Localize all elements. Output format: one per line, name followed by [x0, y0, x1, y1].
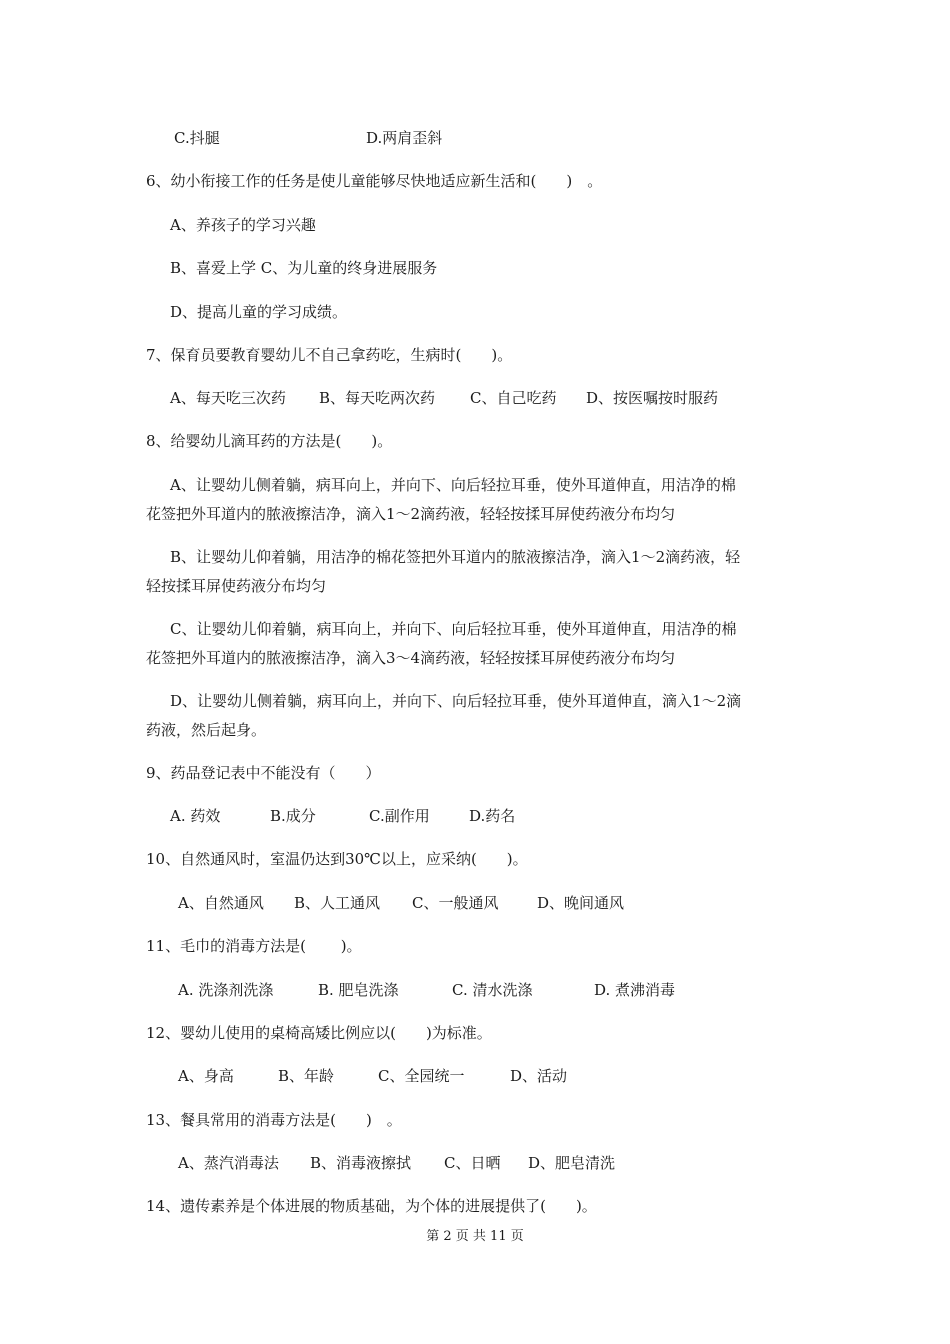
q5-option-d: D.两肩歪斜 — [366, 129, 443, 147]
q8-stem: 8、给婴幼儿滴耳药的方法是( )。 — [146, 432, 393, 450]
q8-option-d-line1: D、让婴幼儿侧着躺，病耳向上，并向下、向后轻拉耳垂，使外耳道伸直，滴入1～2滴 — [170, 692, 742, 710]
q12-option-a: A、身高 — [178, 1067, 234, 1085]
q12-option-c: C、全园统一 — [378, 1067, 465, 1085]
q10-option-b: B、人工通风 — [294, 894, 381, 912]
q6-option-a: A、养孩子的学习兴趣 — [170, 216, 316, 234]
q10-option-a: A、自然通风 — [178, 894, 264, 912]
q7-stem: 7、保育员要教育婴幼儿不自己拿药吃，生病时( )。 — [146, 346, 513, 364]
q9-option-c: C.副作用 — [369, 807, 430, 825]
q13-option-b: B、消毒液擦拭 — [310, 1154, 412, 1172]
q7-option-d: D、按医嘱按时服药 — [586, 389, 719, 407]
q9-option-d: D.药名 — [469, 807, 516, 825]
q9-stem: 9、药品登记表中不能没有（ ） — [146, 764, 381, 782]
q11-option-c: C. 清水洗涤 — [452, 981, 533, 999]
q11-option-a: A. 洗涤剂洗涤 — [178, 981, 274, 999]
q6-stem: 6、幼小衔接工作的任务是使儿童能够尽快地适应新生活和( ) 。 — [146, 172, 603, 190]
q11-option-d: D. 煮沸消毒 — [594, 981, 676, 999]
q12-stem: 12、婴幼儿使用的桌椅高矮比例应以( )为标准。 — [146, 1024, 492, 1042]
q8-option-c-line1: C、让婴幼儿仰着躺，病耳向上，并向下、向后轻拉耳垂，使外耳道伸直，用洁净的棉 — [170, 620, 737, 638]
q9-option-b: B.成分 — [270, 807, 316, 825]
q12-option-d: D、活动 — [510, 1067, 568, 1085]
q13-stem: 13、餐具常用的消毒方法是( ) 。 — [146, 1111, 402, 1129]
q7-option-c: C、自己吃药 — [470, 389, 557, 407]
q13-option-a: A、蒸汽消毒法 — [178, 1154, 279, 1172]
q8-option-b-line1: B、让婴幼儿仰着躺，用洁净的棉花签把外耳道内的脓液擦洁净，滴入1～2滴药液，轻 — [170, 548, 741, 566]
q8-option-b-line2: 轻按揉耳屏使药液分布均匀 — [146, 577, 327, 595]
q8-option-d-line2: 药液，然后起身。 — [146, 721, 267, 739]
q7-option-a: A、每天吃三次药 — [170, 389, 286, 407]
q6-option-bc: B、喜爱上学 C、为儿童的终身进展服务 — [170, 259, 438, 277]
q11-stem: 11、毛巾的消毒方法是( )。 — [146, 937, 362, 955]
q13-option-c: C、日晒 — [444, 1154, 501, 1172]
q5-option-c: C.抖腿 — [174, 129, 220, 147]
q14-stem: 14、遗传素养是个体进展的物质基础，为个体的进展提供了( )。 — [146, 1197, 597, 1215]
page-footer: 第 2 页 共 11 页 — [426, 1229, 524, 1244]
q8-option-a-line1: A、让婴幼儿侧着躺，病耳向上，并向下、向后轻拉耳垂，使外耳道伸直，用洁净的棉 — [170, 476, 736, 494]
q10-option-d: D、晚间通风 — [537, 894, 625, 912]
q8-option-c-line2: 花签把外耳道内的脓液擦洁净，滴入3～4滴药液，轻轻按揉耳屏使药液分布均匀 — [146, 649, 676, 667]
q12-option-b: B、年龄 — [278, 1067, 335, 1085]
q9-option-a: A. 药效 — [170, 807, 221, 825]
q10-stem: 10、自然通风时，室温仍达到30℃以上，应采纳( )。 — [146, 850, 528, 868]
q7-option-b: B、每天吃两次药 — [319, 389, 436, 407]
q10-option-c: C、一般通风 — [412, 894, 499, 912]
q11-option-b: B. 肥皂洗涤 — [318, 981, 399, 999]
q8-option-a-line2: 花签把外耳道内的脓液擦洁净，滴入1～2滴药液，轻轻按揉耳屏使药液分布均匀 — [146, 505, 676, 523]
q13-option-d: D、肥皂清洗 — [528, 1154, 616, 1172]
q6-option-d: D、提高儿童的学习成绩。 — [170, 303, 348, 321]
